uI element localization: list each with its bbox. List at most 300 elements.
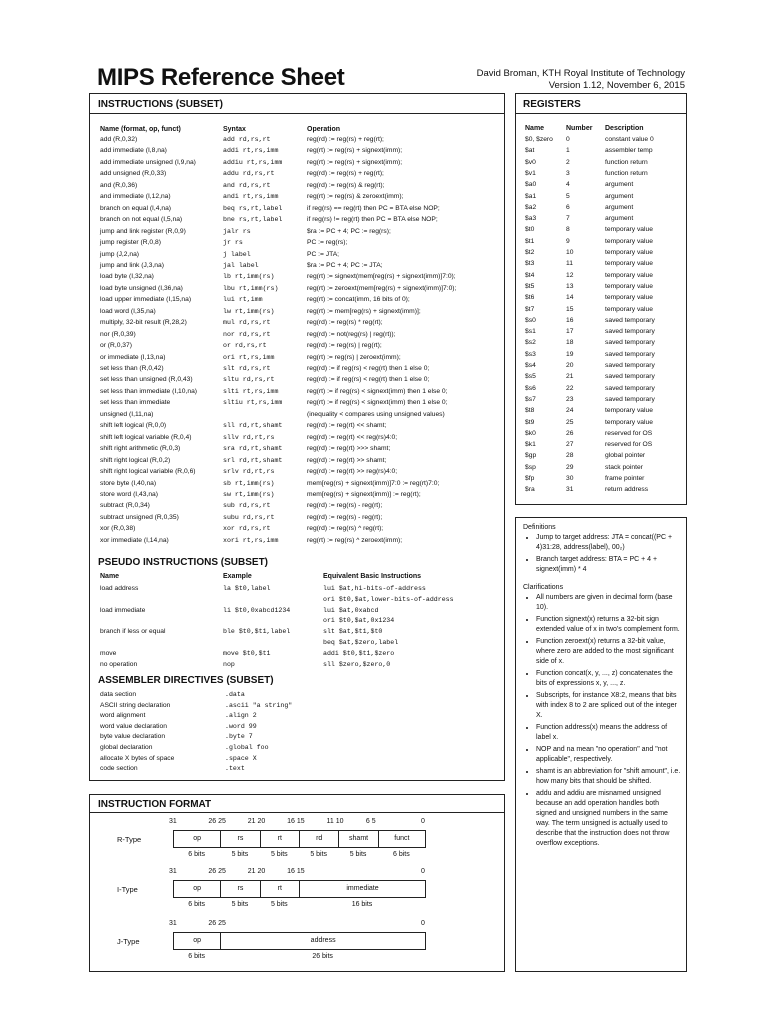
cell: reg(rd) := reg(rt) >> reg(rs)4:0; bbox=[307, 468, 398, 476]
cell: shift left logical (R,0,0) bbox=[100, 422, 167, 430]
bit-index: 26 25 bbox=[208, 818, 226, 825]
cell: sltiu rt,rs,imm bbox=[223, 399, 283, 407]
col-example: Example bbox=[223, 573, 252, 580]
cell: reg(rd) := reg(rs) ^ reg(rt); bbox=[307, 525, 384, 533]
cell: reg(rt) := reg(rs) & zeroext(imm); bbox=[307, 193, 404, 201]
cell: code section bbox=[100, 765, 138, 773]
cell: reg(rd) := reg(rs) - reg(rt); bbox=[307, 513, 383, 521]
field-rs: rs bbox=[220, 880, 260, 898]
cell: slt rd,rs,rt bbox=[223, 365, 271, 372]
cell: $s7 bbox=[525, 395, 536, 403]
cell: .space X bbox=[225, 754, 257, 762]
cell: addu rd,rs,rt bbox=[223, 170, 275, 178]
clarifications-heading: Clarifications bbox=[523, 584, 564, 591]
cell: reg(rd) := reg(rs) + reg(rt); bbox=[307, 136, 384, 143]
cell: 17 bbox=[566, 328, 574, 336]
cell: 10 bbox=[566, 249, 574, 256]
cell: lb rt,imm(rs) bbox=[223, 273, 275, 281]
cell: 6 bbox=[566, 203, 570, 211]
cell: $s5 bbox=[525, 373, 536, 381]
cell: no operation bbox=[100, 660, 138, 668]
cell: temporary value bbox=[605, 237, 653, 245]
divider bbox=[89, 812, 505, 813]
bit-width: 5 bits bbox=[231, 851, 249, 858]
cell: if reg(rs) != reg(rt) then PC = BTA else NOP; bbox=[307, 216, 438, 224]
cell: subtract unsigned (R,0,35) bbox=[100, 513, 179, 521]
cell: $ra := PC + 4; PC := reg(rs); bbox=[307, 227, 391, 235]
cell: $t9 bbox=[525, 418, 535, 426]
cell: subu rd,rs,rt bbox=[223, 513, 275, 521]
cell: multiply, 32-bit result (R,28,2) bbox=[100, 319, 187, 327]
bit-index: 0 bbox=[421, 868, 425, 875]
cell: $s6 bbox=[525, 384, 536, 392]
cell: $t2 bbox=[525, 249, 535, 256]
field-address: address bbox=[220, 932, 426, 950]
cell: lui $at,hi-bits-of-address bbox=[323, 585, 426, 592]
cell: (inequality < compares using unsigned values) bbox=[307, 410, 445, 418]
cell: sub rd,rs,rt bbox=[223, 502, 271, 510]
cell: load word (I,35,na) bbox=[100, 307, 156, 315]
cell: PC := reg(rs); bbox=[307, 239, 348, 247]
cell: xori rt,rs,imm bbox=[223, 536, 279, 544]
bit-index: 16 15 bbox=[287, 868, 305, 875]
cell: stack pointer bbox=[605, 463, 643, 471]
cell: global declaration bbox=[100, 744, 153, 751]
cell: saved temporary bbox=[605, 339, 655, 347]
cell: set less than unsigned (R,0,43) bbox=[100, 376, 193, 384]
cell: reserved for OS bbox=[605, 429, 653, 437]
cell: reg(rd) := reg(rs) * reg(rt); bbox=[307, 319, 383, 327]
cell: $t1 bbox=[525, 237, 535, 245]
cell: move $t0,$t1 bbox=[223, 649, 271, 657]
cell: $at bbox=[525, 147, 535, 155]
rtype-label: R-Type bbox=[117, 835, 142, 844]
cell: reg(rd) := reg(rt) << shamt; bbox=[307, 422, 387, 430]
cell: 27 bbox=[566, 441, 574, 449]
field-rt: rt bbox=[260, 880, 300, 898]
cell: shift right logical variable (R,0,6) bbox=[100, 468, 196, 476]
cell: beq rs,rt,label bbox=[223, 204, 283, 212]
cell: load upper immediate (I,15,na) bbox=[100, 296, 192, 304]
format-heading: INSTRUCTION FORMAT bbox=[98, 799, 212, 810]
cell: jal label bbox=[223, 261, 259, 269]
cell: $t6 bbox=[525, 294, 535, 302]
cell: jump register (R,0,8) bbox=[100, 239, 161, 247]
cell: global pointer bbox=[605, 452, 646, 460]
cell: subtract (R,0,34) bbox=[100, 502, 150, 510]
cell: $v0 bbox=[525, 158, 536, 166]
bit-index: 26 25 bbox=[208, 920, 226, 927]
col-equivalent: Equivalent Basic Instructions bbox=[323, 573, 422, 580]
registers-heading: REGISTERS bbox=[523, 99, 581, 110]
jtype-label: J-Type bbox=[117, 937, 140, 946]
cell: 0 bbox=[566, 136, 570, 143]
note-item: • Function address(x) means the address of label x. bbox=[536, 723, 681, 743]
field-shamt: shamt bbox=[338, 830, 378, 848]
note-item: • Function zeroext(x) returns a 32-bit value, where zero are added to the most significant side of x. bbox=[536, 637, 681, 667]
col-syntax: Syntax bbox=[223, 126, 246, 133]
cell: move bbox=[100, 649, 117, 657]
cell: 5 bbox=[566, 192, 570, 200]
cell: load byte unsigned (I,36,na) bbox=[100, 284, 183, 292]
cell: reg(rd) := if reg(rs) < reg(rt) then 1 else 0; bbox=[307, 365, 430, 372]
cell: xor rd,rs,rt bbox=[223, 525, 271, 533]
bit-index: 31 bbox=[169, 818, 177, 825]
cell: slt $at,$t1,$t0 bbox=[323, 628, 383, 636]
cell: srlv rd,rt,rs bbox=[223, 468, 275, 476]
cell: or (R,0,37) bbox=[100, 342, 132, 350]
cell: 26 bbox=[566, 429, 574, 437]
bit-index: 0 bbox=[421, 920, 425, 927]
cell: temporary value bbox=[605, 260, 653, 268]
cell: .word 99 bbox=[225, 722, 257, 730]
bit-width: 5 bits bbox=[270, 901, 288, 908]
cell: sltu rd,rs,rt bbox=[223, 376, 275, 384]
cell: reg(rd) := reg(rs) + reg(rt); bbox=[307, 170, 384, 178]
bit-width: 6 bits bbox=[188, 851, 205, 858]
cell: and (R,0,36) bbox=[100, 181, 138, 189]
bit-index: 31 bbox=[169, 868, 177, 875]
bit-width: 6 bits bbox=[393, 851, 410, 858]
cell: sb rt,imm(rs) bbox=[223, 479, 275, 487]
note-item: • shamt is an abbreviation for "shift amount", i.e. how many bits that should be shifted. bbox=[536, 767, 681, 787]
cell: shift right arithmetic (R,0,3) bbox=[100, 445, 181, 453]
note-item: • addu and addiu are misnamed unsigned because an add operation handles both signed and unsigned numbers in the same way. The term unsigned is actually used to describe that the instruction does not throw overflow exceptions. bbox=[536, 789, 681, 849]
cell: 20 bbox=[566, 362, 574, 369]
cell: argument bbox=[605, 215, 634, 223]
cell: mem[reg(rs) + signext(imm)] := reg(rt); bbox=[307, 490, 421, 498]
field-rs: rs bbox=[220, 830, 260, 848]
cell: branch on equal (I,4,na) bbox=[100, 204, 172, 212]
cell: temporary value bbox=[605, 282, 653, 290]
cell: $t8 bbox=[525, 407, 535, 415]
cell: shift right logical (R,0,2) bbox=[100, 456, 171, 464]
cell: $sp bbox=[525, 463, 536, 471]
cell: reg(rd) := reg(rt) >>> shamt; bbox=[307, 445, 391, 453]
cell: reg(rt) := reg(rs) + signext(imm); bbox=[307, 147, 403, 155]
cell: 1 bbox=[566, 147, 570, 155]
cell: frame pointer bbox=[605, 475, 645, 482]
cell: jump and link register (R,0,9) bbox=[100, 227, 186, 235]
cell: reg(rd) := not(reg(rs) | reg(rt)); bbox=[307, 330, 396, 338]
cell: reg(rt) := reg(rs) | zeroext(imm); bbox=[307, 353, 401, 361]
bit-index: 31 bbox=[169, 920, 177, 927]
cell: jump and link (J,3,na) bbox=[100, 261, 164, 269]
pseudo-heading: PSEUDO INSTRUCTIONS (SUBSET) bbox=[98, 557, 269, 568]
cell: 3 bbox=[566, 169, 570, 177]
bit-index: 0 bbox=[421, 818, 425, 825]
cell: 18 bbox=[566, 339, 574, 347]
cell: function return bbox=[605, 169, 648, 177]
divider bbox=[89, 113, 505, 114]
cell: reg(rt) := if reg(rs) < signext(imm) then 1 else 0; bbox=[307, 387, 448, 395]
cell: saved temporary bbox=[605, 316, 655, 324]
cell: add immediate unsigned (I,9,na) bbox=[100, 158, 196, 166]
cell: PC := JTA; bbox=[307, 250, 340, 258]
cell: andi rt,rs,imm bbox=[223, 193, 279, 201]
bit-width: 16 bits bbox=[351, 901, 373, 908]
cell: $t7 bbox=[525, 305, 535, 313]
note-item: • Subscripts, for instance X8:2, means that bits with index 8 to 2 are spliced out of the integer X. bbox=[536, 691, 681, 721]
cell: sra rd,rt,shamt bbox=[223, 445, 283, 453]
cell: reg(rt) := concat(imm, 16 bits of 0); bbox=[307, 296, 410, 304]
cell: nop bbox=[223, 660, 235, 668]
cell: 30 bbox=[566, 475, 574, 482]
cell: branch on not equal (I,5,na) bbox=[100, 216, 183, 224]
field-funct: funct bbox=[378, 830, 426, 848]
page-title: MIPS Reference Sheet bbox=[97, 64, 345, 91]
cell: 16 bbox=[566, 316, 574, 324]
cell: sll rd,rt,shamt bbox=[223, 422, 283, 430]
cell: 28 bbox=[566, 452, 574, 460]
cell: reg(rd) := reg(rt) >> shamt; bbox=[307, 456, 387, 464]
cell: $0, $zero bbox=[525, 136, 553, 143]
cell: reg(rd) := reg(rs) - reg(rt); bbox=[307, 502, 383, 510]
cell: 2 bbox=[566, 158, 570, 166]
cell: and immediate (I,12,na) bbox=[100, 193, 171, 201]
cell: addi rt,rs,imm bbox=[223, 147, 279, 155]
definitions-heading: Definitions bbox=[523, 524, 556, 531]
col-operation: Operation bbox=[307, 126, 341, 133]
bit-width: 6 bits bbox=[188, 953, 205, 960]
cell: reg(rt) := reg(rs) + signext(imm); bbox=[307, 158, 403, 166]
cell: .data bbox=[225, 691, 245, 698]
cell: $s2 bbox=[525, 339, 536, 347]
cell: argument bbox=[605, 192, 634, 200]
cell: $ra := PC + 4; PC := JTA; bbox=[307, 261, 383, 269]
cell: temporary value bbox=[605, 271, 653, 279]
cell: 8 bbox=[566, 226, 570, 234]
cell: addi $t0,$t1,$zero bbox=[323, 649, 395, 657]
cell: load byte (I,32,na) bbox=[100, 273, 154, 281]
cell: reg(rt) := signext(mem[reg(rs) + signext(imm)]7:0); bbox=[307, 273, 456, 281]
cell: return address bbox=[605, 486, 649, 494]
cell: set less than immediate (I,10,na) bbox=[100, 387, 198, 395]
bit-index: 26 25 bbox=[208, 868, 226, 875]
bit-index: 11 10 bbox=[326, 818, 344, 825]
author-line: David Broman, KTH Royal Institute of Technology bbox=[476, 68, 685, 79]
cell: temporary value bbox=[605, 407, 653, 415]
cell: load address bbox=[100, 585, 139, 592]
cell: nor rd,rs,rt bbox=[223, 330, 271, 338]
cell: allocate X bytes of space bbox=[100, 754, 175, 762]
itype-label: I-Type bbox=[117, 885, 138, 894]
cell: sll $zero,$zero,0 bbox=[323, 660, 391, 668]
cell: or immediate (I,13,na) bbox=[100, 353, 166, 361]
cell: $v1 bbox=[525, 169, 536, 177]
cell: jump (J,2,na) bbox=[100, 250, 140, 258]
bit-width: 6 bits bbox=[188, 901, 205, 908]
version-line: Version 1.12, November 6, 2015 bbox=[548, 80, 685, 91]
author-block bbox=[477, 68, 685, 92]
col-name: Name bbox=[100, 573, 120, 580]
directives-heading: ASSEMBLER DIRECTIVES (SUBSET) bbox=[98, 675, 274, 686]
cell: load immediate bbox=[100, 606, 146, 614]
cell: mul rd,rs,rt bbox=[223, 319, 271, 327]
cell: constant value 0 bbox=[605, 136, 654, 143]
cell: 7 bbox=[566, 215, 570, 223]
cell: and rd,rs,rt bbox=[223, 181, 271, 189]
instructions-heading: INSTRUCTIONS (SUBSET) bbox=[98, 99, 223, 110]
cell: $s4 bbox=[525, 362, 536, 369]
bit-index: 21 20 bbox=[247, 818, 266, 825]
cell: saved temporary bbox=[605, 395, 655, 403]
cell: reg(rd) := reg(rt) << reg(rs)4:0; bbox=[307, 433, 398, 441]
cell: assembler temp bbox=[605, 147, 653, 155]
note-item: • Branch target address: BTA = PC + 4 + signext(imm) * 4 bbox=[536, 555, 681, 575]
cell: set less than immediate bbox=[100, 399, 171, 407]
cell: if reg(rs) == reg(rt) then PC = BTA else NOP; bbox=[307, 204, 440, 212]
field-op: op bbox=[173, 880, 221, 898]
cell: temporary value bbox=[605, 294, 653, 302]
cell: 31 bbox=[566, 486, 574, 494]
cell: argument bbox=[605, 181, 634, 189]
divider bbox=[515, 113, 687, 114]
field-rd: rd bbox=[299, 830, 339, 848]
cell: srl rd,rt,shamt bbox=[223, 456, 283, 464]
cell: reg(rt) := mem[reg(rs) + signext(imm)]; bbox=[307, 307, 421, 315]
cell: reg(rt) := zeroext(mem[reg(rs) + signext(imm)]7:0); bbox=[307, 284, 457, 292]
cell: $s0 bbox=[525, 316, 536, 324]
bit-width: 5 bits bbox=[310, 851, 328, 858]
cell: xor (R,0,38) bbox=[100, 525, 136, 533]
field-op: op bbox=[173, 932, 221, 950]
cell: lbu rt,imm(rs) bbox=[223, 284, 279, 292]
note-item: • Function signext(x) returns a 32-bit sign extended value of x in two's complement form. bbox=[536, 615, 681, 635]
cell: or rd,rs,rt bbox=[223, 342, 267, 350]
registers-box bbox=[515, 93, 687, 505]
cell: 21 bbox=[566, 373, 574, 381]
cell: add unsigned (R,0,33) bbox=[100, 170, 167, 178]
cell: $a3 bbox=[525, 215, 537, 223]
cell: addiu rt,rs,imm bbox=[223, 158, 283, 166]
cell: 15 bbox=[566, 305, 574, 313]
cell: reg(rt) := if reg(rs) < signext(imm) then 1 else 0; bbox=[307, 399, 448, 407]
cell: $t5 bbox=[525, 282, 535, 290]
cell: xor immediate (I,14,na) bbox=[100, 536, 169, 544]
cell: $s3 bbox=[525, 350, 536, 358]
cell: store byte (I,40,na) bbox=[100, 479, 157, 487]
cell: jr rs bbox=[223, 239, 243, 247]
cell: $t0 bbox=[525, 226, 535, 234]
cell: $s1 bbox=[525, 328, 536, 336]
bit-index: 6 5 bbox=[365, 818, 376, 825]
cell: 14 bbox=[566, 294, 574, 302]
cell: bne rs,rt,label bbox=[223, 216, 283, 224]
cell: add rd,rs,rt bbox=[223, 136, 271, 143]
cell: j label bbox=[223, 250, 251, 258]
cell: word alignment bbox=[100, 712, 146, 720]
cell: $k1 bbox=[525, 441, 536, 449]
note-item: • NOP and na mean "no operation" and "not applicable", respectively. bbox=[536, 745, 681, 765]
cell: $t3 bbox=[525, 260, 535, 268]
col-name: Name (format, op, funct) bbox=[100, 126, 181, 133]
cell: temporary value bbox=[605, 418, 653, 426]
col-number: Number bbox=[566, 125, 593, 132]
cell: word value declaration bbox=[100, 722, 167, 730]
cell: $gp bbox=[525, 452, 537, 460]
cell: 12 bbox=[566, 271, 574, 279]
cell: jalr rs bbox=[223, 227, 251, 235]
cell: $fp bbox=[525, 475, 535, 482]
note-item: • All numbers are given in decimal form (base 10). bbox=[536, 593, 681, 613]
bit-index: 21 20 bbox=[247, 868, 266, 875]
cell: sllv rd,rt,rs bbox=[223, 433, 275, 441]
cell: 4 bbox=[566, 181, 570, 189]
bit-width: 5 bits bbox=[270, 851, 288, 858]
bit-width: 5 bits bbox=[231, 901, 249, 908]
cell: .align 2 bbox=[225, 712, 257, 720]
cell: branch if less or equal bbox=[100, 628, 166, 636]
cell: lui rt,imm bbox=[223, 296, 263, 304]
cell: 19 bbox=[566, 350, 574, 358]
cell: $a2 bbox=[525, 203, 537, 211]
col-name: Name bbox=[525, 125, 545, 132]
cell: 25 bbox=[566, 418, 574, 426]
cell: la $t0,label bbox=[223, 585, 271, 592]
cell: .text bbox=[225, 765, 245, 773]
cell: reserved for OS bbox=[605, 441, 653, 449]
definitions-section bbox=[523, 523, 681, 851]
cell: temporary value bbox=[605, 249, 653, 256]
cell: unsigned (I,11,na) bbox=[100, 410, 154, 418]
cell: li $t0,0xabcd1234 bbox=[223, 606, 291, 614]
cell: ori $t0,$at,lower-bits-of-address bbox=[323, 595, 454, 603]
definitions-list bbox=[523, 533, 681, 575]
cell: mem[reg(rs) + signext(imm)]7:0 := reg(rt)7:0; bbox=[307, 479, 440, 487]
cell: 9 bbox=[566, 237, 570, 245]
cell: function return bbox=[605, 158, 648, 166]
cell: temporary value bbox=[605, 226, 653, 234]
cell: 11 bbox=[566, 260, 573, 268]
cell: byte value declaration bbox=[100, 733, 166, 741]
cell: temporary value bbox=[605, 305, 653, 313]
col-description: Description bbox=[605, 125, 644, 132]
cell: .byte 7 bbox=[225, 733, 253, 741]
cell: lui $at,0xabcd bbox=[323, 606, 379, 614]
bit-width: 26 bits bbox=[312, 953, 333, 960]
cell: 29 bbox=[566, 463, 574, 471]
cell: reg(rt) := reg(rs) ^ zeroext(imm); bbox=[307, 536, 403, 544]
cell: store word (I,43,na) bbox=[100, 490, 158, 498]
cell: 13 bbox=[566, 282, 574, 290]
field-rt: rt bbox=[260, 830, 300, 848]
cell: reg(rd) := if reg(rs) < reg(rt) then 1 else 0; bbox=[307, 376, 430, 384]
cell: 23 bbox=[566, 395, 574, 403]
cell: saved temporary bbox=[605, 373, 655, 381]
bit-width: 5 bits bbox=[349, 851, 367, 858]
cell: $k0 bbox=[525, 429, 536, 437]
cell: ASCII string declaration bbox=[100, 701, 171, 709]
field-op: op bbox=[173, 830, 221, 848]
cell: sw rt,imm(rs) bbox=[223, 490, 275, 498]
clarifications-list bbox=[523, 593, 681, 849]
cell: saved temporary bbox=[605, 350, 655, 358]
cell: 24 bbox=[566, 407, 574, 415]
cell: .ascii "a string" bbox=[225, 701, 293, 709]
note-item: • Jump to target address: JTA = concat((PC + 4)31:28, address(label), 00₂) bbox=[536, 533, 681, 553]
cell: $ra bbox=[525, 486, 535, 494]
bit-index: 16 15 bbox=[287, 818, 305, 825]
cell: saved temporary bbox=[605, 328, 655, 336]
note-item: • Function concat(x, y, ..., z) concatenates the bits of expressions x, y, ..., z. bbox=[536, 669, 681, 689]
cell: $a0 bbox=[525, 181, 537, 189]
cell: ori $t0,$at,0x1234 bbox=[323, 617, 395, 625]
cell: add (R,0,32) bbox=[100, 136, 138, 143]
cell: 22 bbox=[566, 384, 574, 392]
cell: saved temporary bbox=[605, 384, 655, 392]
cell: $a1 bbox=[525, 192, 537, 200]
